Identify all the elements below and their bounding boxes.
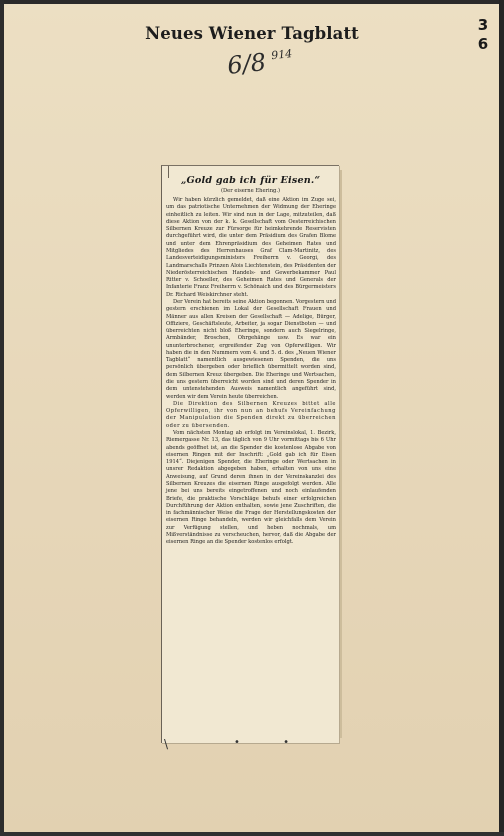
- clipping-paragraph: Die Direktion des Silbernen Kreuzes bittet alle Opferwilligen, ihr von nun an behufs Vereinfachung der Manipulation die Spenden direkt zu überreichen oder zu übersenden.: [166, 400, 336, 429]
- pencil-mark: \: [164, 737, 169, 751]
- clipping-paragraph: Der Verein hat bereits seine Aktion begonnen. Vorgestern und gestern erschienen im Lokal der Gesellschaft Frauen und Männer aus allen Kreisen der Gesellschaft — Adelige, Bürger, Offiziere, Geschäftsleute, Arbeiter, ja sogar Dienstboten — und überreichten nicht bloß Eheringe, sondern auch Siegelringe, Armbänder, Broschen, Ohrgehänge usw. Es war ein ununterbrochener, ergreifender Zug von Opferwilligen. Wir haben die in den Nummern vom 4. und 5. d. des „Neuen Wiener Tagblatt“ namentlich ausgewiesenen Spenden, die uns persönlich übergeben oder brieflich übermittelt worden sind, dem Silbernen Kreuz übergeben. Die Eheringe und Wertsachen, die uns gestern überreicht worden sind und deren Spender in dem untenstehenden Ausweis namentlich angeführt sind, werden wir dem Verein heute überreichen.: [166, 298, 336, 400]
- handwritten-date-day-month: 6/8: [226, 47, 268, 80]
- handwritten-date-year: 914: [270, 47, 293, 63]
- scan-border-top: [0, 0, 504, 4]
- clipping-paragraph: Wir haben kürzlich gemeldet, daß eine Aktion im Zuge sei, um das patriotische Unternehmen der Widmung der Eheringe einheitlich zu leiten. Wir sind nun in der Lage, mitzuteilen, daß diese Aktion von der k. k. Gesellschaft vom Oesterreichischen Silbernen Kreuze zur Fürsorge für heimkehrende Reservisten durchgeführt wird, die unter dem Präsidium des Grafen Blome und unter dem Ehrenpräsidium des Geheimen Rates und Mitgliedes des Herrenhauses Graf Clam-Martinitz, des Landesverteidigungsministers Freiherrn v. Georgi, des Landmarschalls Prinzen Alois Liechtenstein, des Präsidenten der Niederösterreichischen Handels- und Gewerbekammer Paul Ritter v. Schoeller, des Geheimen Rates und Generals der Infanterie Franz Freiherrn v. Schönaich und des Bürgermeisters Dr. Richard Weiskirchner steht.: [166, 197, 336, 298]
- newspaper-clipping: [161, 165, 339, 743]
- clipping-corner-mark: [162, 166, 169, 178]
- clipping-subheadline: (Der eiserne Ehering.): [220, 188, 281, 194]
- scan-border-right: [499, 0, 504, 836]
- handwritten-date: [226, 45, 294, 80]
- clipping-paragraph: Vom nächsten Montag ab erfolgt im Vereinslokal, 1. Bezirk, Riemergasse Nr. 13, das täglich von 9 Uhr vormittags bis 6 Uhr abends geöffnet ist, an die Spender die kostenlose Abgabe von eisernen Ringen mit der Inschrift: „Gold gab ich für Eisen 1914“. Diejenigen Spender, die Eheringe oder Wertsachen in unsrer Redaktion abgegeben haben, erhalten von uns eine Anweisung, auf Grund deren ihnen in der Vereinskanzlei des Silbernen Kreuzes die eisernen Ringe ausgefolgt werden. Alle jene bei uns bereits eingetroffenen und noch einlaufenden Briefe, die praktische Vorschläge behufs einer erfolgreichen Durchführung der Aktion enthalten, sowie jene Zuschriften, die in fachmännischer Weise die Frage der Herstellungskosten der eisernen Ringe behandeln, werden wir gleichfalls dem Verein zur Verfügung stellen, und heben nochmals, um Mißverständnisse zu verscheuchen, hervor, daß die Abgabe der eisernen Ringe an die Spender kostenlos erfolgt.: [166, 430, 336, 546]
- catalog-number-digit: 6: [477, 35, 489, 53]
- newspaper-masthead: Neues Wiener Tagblatt: [145, 24, 359, 43]
- scan-border-left: [0, 0, 4, 836]
- clipping-headline: „Gold gab ich für Eisen.“: [180, 175, 321, 186]
- clipping-body: [166, 197, 336, 547]
- catalog-number: [476, 16, 490, 54]
- decorative-dots: • •: [234, 737, 309, 748]
- scan-border-bottom: [0, 832, 504, 836]
- catalog-number-digit: 3: [477, 16, 489, 34]
- paper-crease: [340, 170, 342, 738]
